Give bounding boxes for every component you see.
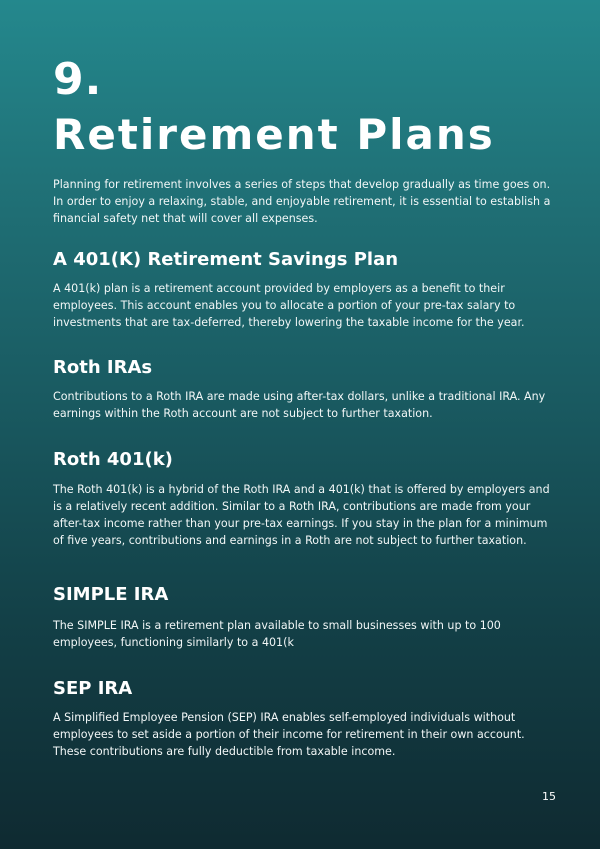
section-heading-401k: A 401(K) Retirement Savings Plan: [53, 249, 399, 270]
section-heading-roth-ira: Roth IRAs: [53, 357, 153, 378]
chapter-title: Retirement Plans: [53, 110, 495, 159]
section-heading-sep-ira: SEP IRA: [53, 678, 133, 699]
section-body-roth-401k: The Roth 401(k) is a hybrid of the Roth IRA and a 401(k) that is offered by employers and is a relatively recent addition. Similar to a Roth IRA, contributions are made from your after-tax income rather than your pre-tax earnings. If you stay in the plan for a minimum of five years, contributions and earnings in a Roth are not subject to further taxation.: [53, 483, 550, 547]
intro-paragraph: Planning for retirement involves a series of steps that develop gradually as time goes on. In order to enjoy a relaxing, stable, and enjoyable retirement, it is essential to establish a financial safety net that will cover all expenses.: [53, 178, 551, 225]
section-heading-roth-401k: Roth 401(k): [53, 449, 173, 470]
section-body-401k: A 401(k) plan is a retirement account provided by employers as a benefit to their employees. This account enables you to allocate a portion of your pre-tax salary to investments that are tax-deferred, thereby lowering the taxable income for the year.: [53, 282, 525, 329]
chapter-number: 9.: [53, 54, 103, 105]
section-heading-simple-ira: SIMPLE IRA: [53, 584, 169, 605]
section-body-roth-ira: Contributions to a Roth IRA are made using after-tax dollars, unlike a traditional IRA. Any earnings within the Roth account are not subject to further taxation.: [53, 390, 546, 420]
page-number: 15: [542, 790, 556, 803]
section-body-sep-ira: A Simplified Employee Pension (SEP) IRA enables self-employed individuals without employees to set aside a portion of their income for retirement in their own account. These contributions are fully deductible from taxable income.: [53, 711, 525, 758]
section-body-simple-ira: The SIMPLE IRA is a retirement plan available to small businesses with up to 100 employees, functioning similarly to a 401(k: [53, 619, 501, 649]
